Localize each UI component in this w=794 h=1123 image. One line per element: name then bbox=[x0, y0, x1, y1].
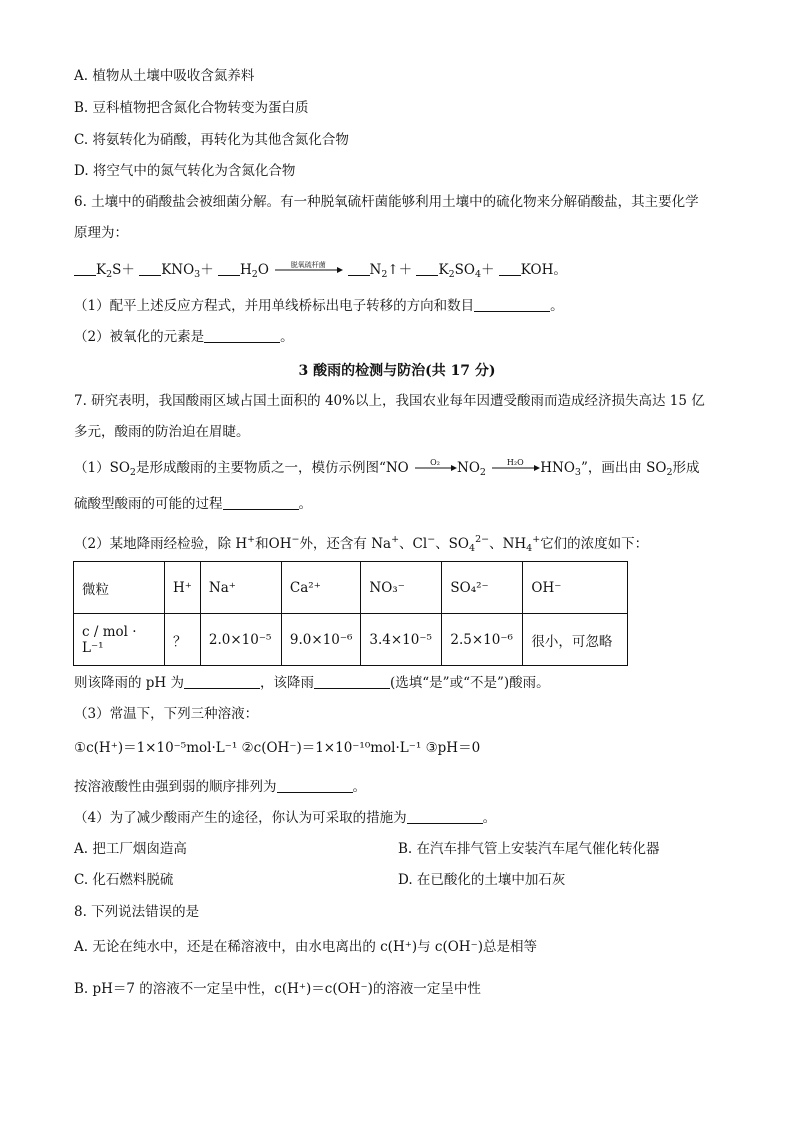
option-d: D. 将空气中的氮气转化为含氮化合物 bbox=[74, 163, 296, 179]
table-header-cell: Ca²⁺ bbox=[281, 562, 361, 614]
q6-stem-line1: 6. 土壤中的硝酸盐会被细菌分解。有一种脱氧硫杆菌能够利用土壤中的硫化物来分解硝酸盐，其主要化学 bbox=[74, 194, 699, 210]
blank bbox=[139, 261, 161, 276]
q6-equation: $K_2S+ KNO_3+ H_2O$ 脱氧硫杆菌 $N_2↑+ K_2SO_4+$ KOH。 bbox=[74, 260, 567, 284]
table-header-cell: SO₄²⁻ bbox=[442, 562, 523, 614]
q7-part1: $(1)SO_2$是形成酸雨的主要物质之一，模仿示例图“NO O₂ $NO_2$ H₂O $HNO_3$”，画出由 $SO_2$形成 bbox=[74, 458, 700, 478]
table-header-cell: 微粒 bbox=[74, 562, 165, 614]
table-header-cell: Na⁺ bbox=[200, 562, 281, 614]
q7-option-a: A. 把工厂烟囱造高 bbox=[74, 841, 187, 857]
section-heading: 3 酸雨的检测与防治(共 17 分) bbox=[298, 363, 496, 379]
q7-stem-line2: 多元，酸雨的防治迫在眉睫。 bbox=[74, 424, 250, 440]
table-cell: 3.4×10⁻⁵ bbox=[361, 614, 442, 666]
reaction-arrow: O₂ bbox=[413, 458, 457, 476]
blank bbox=[499, 261, 521, 276]
table-cell: c / mol · L⁻¹ bbox=[74, 614, 165, 666]
blank bbox=[218, 261, 240, 276]
blank bbox=[416, 261, 438, 276]
table-header-cell: H⁺ bbox=[165, 562, 201, 614]
table-cell: 很小，可忽略 bbox=[523, 614, 628, 666]
option-b: B. 豆科植物把含氮化合物转变为蛋白质 bbox=[74, 100, 309, 116]
q6-part1: （1）配平上述反应方程式，并用单线桥标出电子转移的方向和数目 。 bbox=[74, 298, 564, 314]
answer-blank[interactable] bbox=[474, 297, 550, 312]
table-header-cell: OH⁻ bbox=[523, 562, 628, 614]
q7-part1-line2: 硫酸型酸雨的可能的过程 。 bbox=[74, 496, 312, 512]
table-row bbox=[74, 562, 628, 614]
option-a: A. 植物从土壤中吸收含氮养料 bbox=[74, 68, 255, 84]
arrow-label: 脱氧硫杆菌 bbox=[290, 261, 326, 269]
q7-option-c: C. 化石燃料脱硫 bbox=[74, 872, 174, 888]
answer-blank[interactable] bbox=[407, 809, 483, 824]
answer-blank[interactable] bbox=[314, 674, 390, 689]
table-row bbox=[74, 614, 628, 666]
option-c: C. 将氨转化为硝酸，再转化为其他含氮化合物 bbox=[74, 132, 349, 148]
q8-option-a: A. 无论在纯水中，还是在稀溶液中，由水电离出的 c(H⁺)与 c(OH⁻)总是相等 bbox=[74, 939, 537, 955]
answer-blank[interactable] bbox=[184, 674, 260, 689]
q6-part2: （2）被氧化的元素是 。 bbox=[74, 329, 294, 345]
answer-blank[interactable] bbox=[223, 495, 299, 510]
answer-blank[interactable] bbox=[277, 778, 353, 793]
table-cell: 2.0×10⁻⁵ bbox=[200, 614, 281, 666]
q7-part2-after: 则该降雨的 pH 为 ，该降雨 (选填“是”或“不是”)酸雨。 bbox=[74, 675, 550, 691]
blank bbox=[348, 261, 370, 276]
reaction-arrow bbox=[273, 260, 343, 278]
table-header-cell: NO₃⁻ bbox=[361, 562, 442, 614]
q8-option-b: B. pH＝7 的溶液不一定呈中性，c(H⁺)＝c(OH⁻)的溶液一定呈中性 bbox=[74, 981, 481, 997]
q7-part3-question: 按溶液酸性由强到弱的顺序排列为 。 bbox=[74, 779, 366, 795]
q6-stem-line2: 原理为： bbox=[74, 225, 128, 241]
table-cell: ？ bbox=[165, 614, 201, 666]
q7-option-b: B. 在汽车排气管上安装汽车尾气催化转化器 bbox=[398, 841, 660, 857]
q8-stem: 8. 下列说法错误的是 bbox=[74, 904, 200, 920]
q7-option-d: D. 在已酸化的土壤中加石灰 bbox=[398, 872, 566, 888]
q7-part4: （4）为了减少酸雨产生的途径，你认为可采取的措施为 。 bbox=[74, 810, 497, 826]
blank bbox=[74, 261, 96, 276]
table-cell: 9.0×10⁻⁶ bbox=[281, 614, 361, 666]
q7-stem-line1: 7. 研究表明，我国酸雨区域占国土面积的 40%以上，我国农业每年因遭受酸雨而造成经济损失高达 15 亿 bbox=[74, 393, 705, 409]
answer-blank[interactable] bbox=[204, 328, 280, 343]
concentration-table bbox=[73, 561, 628, 666]
table-cell: 2.5×10⁻⁶ bbox=[442, 614, 523, 666]
q7-part2: （2）某地降雨经检验，除 H+和OH−外，还含有 Na+、Cl−、$SO_4^{2-}$、$NH_4^+$它们的浓度如下： bbox=[74, 534, 649, 554]
q7-part3-items: ①c(H⁺)＝1×10⁻⁵mol·L⁻¹ ②c(OH⁻)＝1×10⁻¹⁰mol·L⁻¹ ③pH＝0 bbox=[74, 740, 481, 756]
q7-part3: （3）常温下，下列三种溶液： bbox=[74, 706, 259, 722]
reaction-arrow: H₂O bbox=[490, 458, 540, 476]
